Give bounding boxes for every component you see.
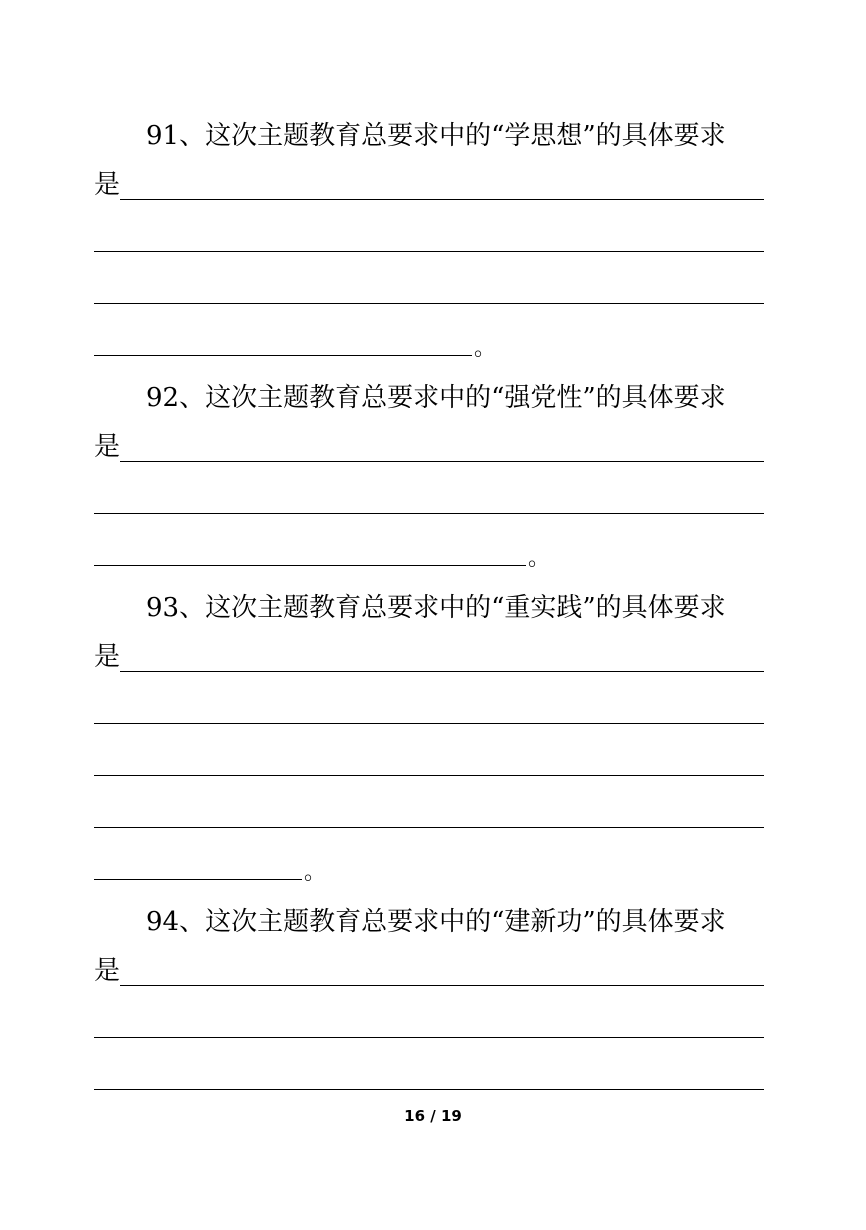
answer-line	[94, 536, 564, 571]
answer-prefix: 是	[94, 432, 121, 462]
answer-line	[94, 170, 764, 200]
period-mark: 。	[304, 860, 327, 885]
answer-blank	[94, 565, 526, 566]
answer-blank	[94, 1089, 764, 1090]
answer-blank	[120, 199, 764, 200]
answer-blank	[94, 723, 764, 724]
answer-line	[94, 850, 354, 885]
answer-blank	[94, 775, 764, 776]
answer-blank	[94, 879, 302, 880]
answer-line	[94, 956, 764, 986]
answer-blank	[94, 827, 764, 828]
answer-blank	[120, 461, 764, 462]
answer-line	[94, 484, 764, 514]
answer-line	[94, 1008, 764, 1038]
answer-line	[94, 274, 764, 304]
answer-line	[94, 222, 764, 252]
answer-blank	[94, 303, 764, 304]
answer-line	[94, 432, 764, 462]
period-mark: 。	[528, 546, 551, 571]
answer-blank	[94, 355, 472, 356]
answer-line	[94, 746, 764, 776]
question-91: 91、这次主题教育总要求中的“学思想”的具体要求	[146, 121, 726, 151]
answer-prefix: 是	[94, 170, 121, 200]
answer-line	[94, 1060, 764, 1090]
answer-line	[94, 798, 764, 828]
period-mark: 。	[474, 336, 497, 361]
answer-blank	[94, 513, 764, 514]
answer-prefix: 是	[94, 956, 121, 986]
answer-blank	[94, 251, 764, 252]
answer-line	[94, 642, 764, 672]
question-94: 94、这次主题教育总要求中的“建新功”的具体要求	[146, 907, 726, 937]
answer-line	[94, 326, 514, 361]
page-number: 16 / 19	[404, 1107, 462, 1125]
question-92: 92、这次主题教育总要求中的“强党性”的具体要求	[146, 383, 726, 413]
answer-blank	[120, 671, 764, 672]
question-93: 93、这次主题教育总要求中的“重实践”的具体要求	[146, 593, 726, 623]
answer-line	[94, 694, 764, 724]
answer-prefix: 是	[94, 642, 121, 672]
answer-blank	[120, 985, 764, 986]
answer-blank	[94, 1037, 764, 1038]
